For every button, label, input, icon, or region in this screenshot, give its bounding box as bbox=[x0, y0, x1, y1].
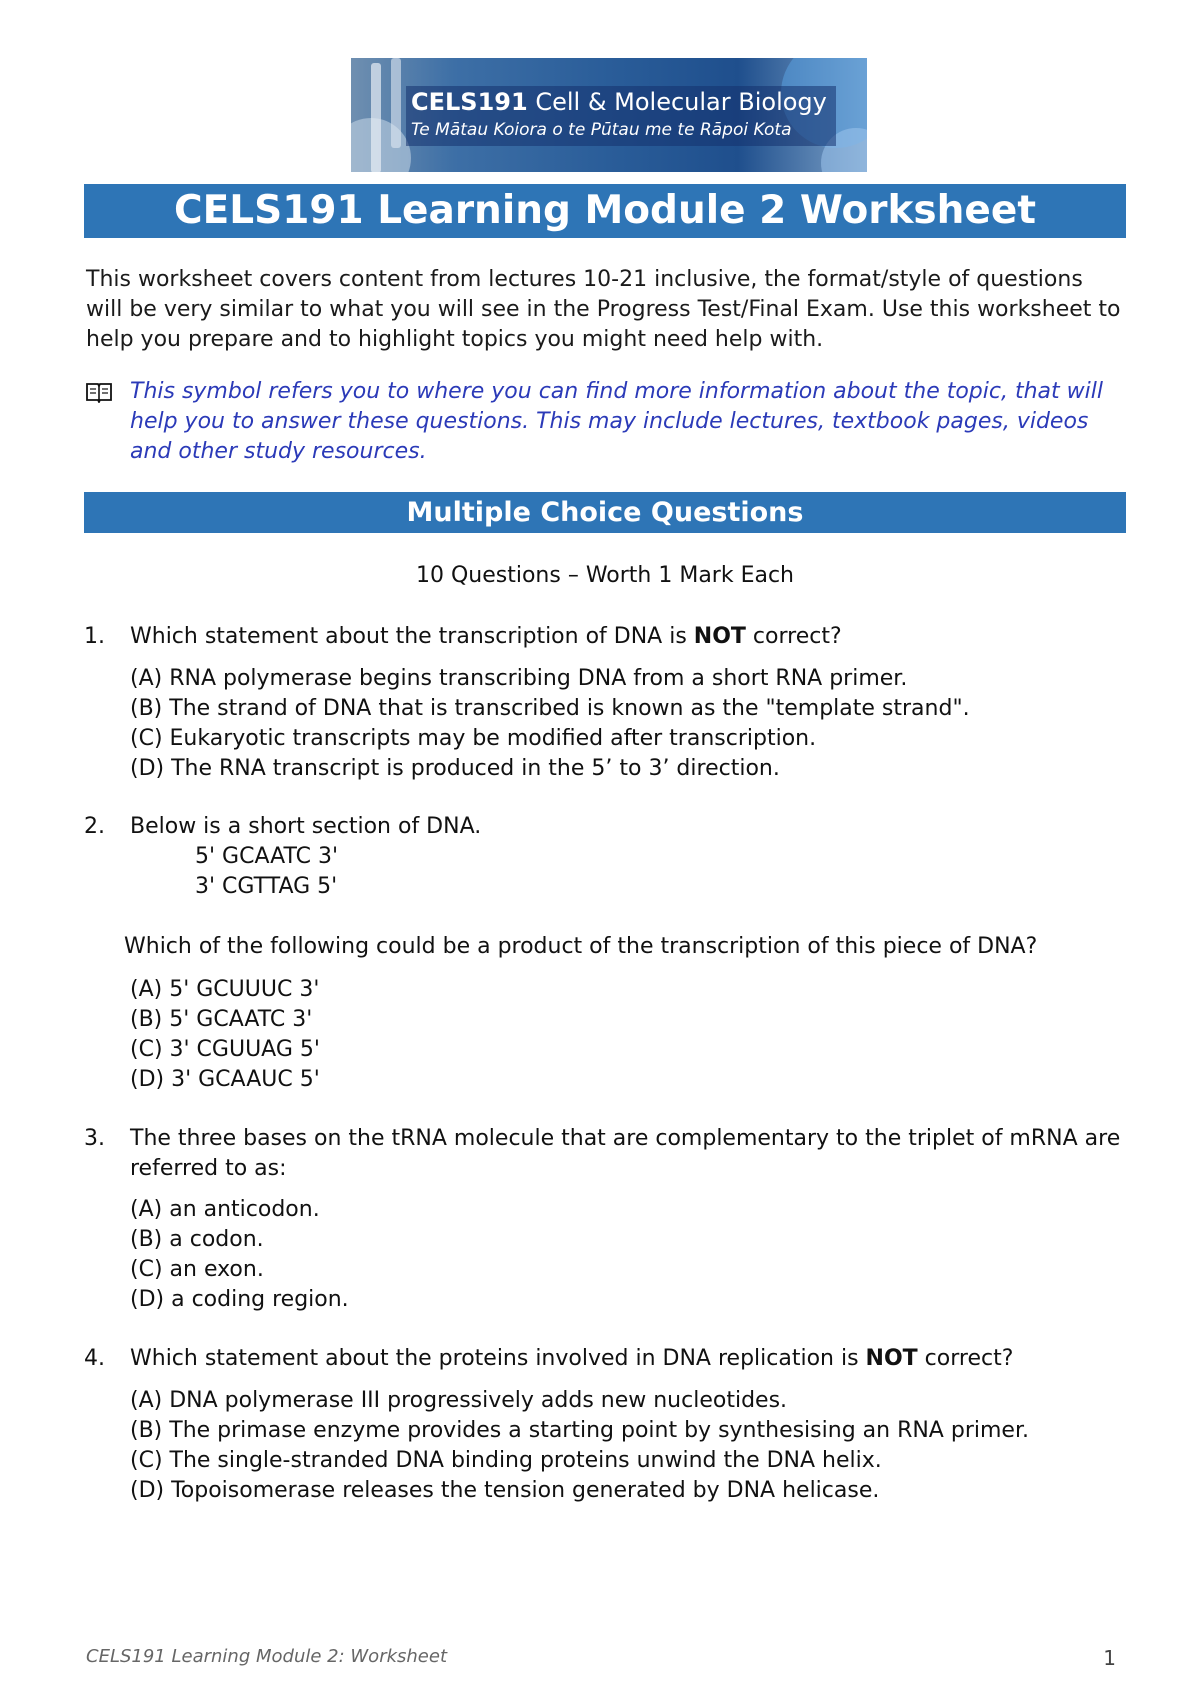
question-number: 1. bbox=[84, 624, 105, 649]
intro-paragraph: This worksheet covers content from lectures 10-21 inclusive, the format/style of questions will be very similar to what you will see in the Progress Test/Final Exam. Use this worksheet to help you prepare and to highlight topics you might need help with. bbox=[86, 267, 1121, 352]
resource-note bbox=[86, 377, 1126, 467]
question-number: 4. bbox=[84, 1346, 105, 1371]
question-number: 3. bbox=[84, 1126, 105, 1151]
question-number: 2. bbox=[84, 814, 105, 839]
question-2-options bbox=[130, 975, 320, 1095]
dna-strand-bottom: 3' CGTTAG 5' bbox=[195, 874, 338, 899]
option-c: (C) The single-stranded DNA binding proteins unwind the DNA helix. bbox=[130, 1448, 882, 1473]
course-banner bbox=[351, 58, 867, 172]
question-3-options bbox=[130, 1195, 349, 1315]
option-d: (D) a coding region. bbox=[130, 1287, 349, 1312]
question-1 bbox=[84, 622, 1126, 652]
option-c: (C) Eukaryotic transcripts may be modified after transcription. bbox=[130, 726, 817, 751]
banner-decoration bbox=[351, 118, 411, 172]
option-d: (D) Topoisomerase releases the tension generated by DNA helicase. bbox=[130, 1478, 880, 1503]
question-stem: Which statement about the transcription of DNA is NOT correct? bbox=[130, 624, 842, 649]
banner-maori-title: Te Mātau Koiora o te Pūtau me te Rāpoi Kota bbox=[411, 120, 792, 140]
question-stem: The three bases on the tRNA molecule that are complementary to the triplet of mRNA are referred to as: bbox=[130, 1126, 1121, 1181]
question-1-options bbox=[130, 664, 970, 784]
banner-decoration bbox=[391, 58, 401, 148]
question-stem: Which statement about the proteins involved in DNA replication is NOT correct? bbox=[130, 1346, 1014, 1371]
page-title: CELS191 Learning Module 2 Worksheet bbox=[84, 184, 1126, 238]
question-4-options bbox=[130, 1386, 1029, 1506]
resource-note-text: This symbol refers you to where you can find more information about the topic, that will help you to answer these questions. This may include lectures, textbook pages, videos and other study resources. bbox=[130, 379, 1103, 464]
question-3 bbox=[84, 1124, 1126, 1184]
option-b: (B) a codon. bbox=[130, 1227, 264, 1252]
section-title: Multiple Choice Questions bbox=[84, 492, 1126, 533]
banner-decoration bbox=[371, 63, 381, 172]
page-number: 1 bbox=[1103, 1646, 1116, 1670]
option-d: (D) 3' GCAAUC 5' bbox=[130, 1067, 320, 1092]
question-4 bbox=[84, 1344, 1126, 1374]
book-icon bbox=[86, 381, 112, 403]
question-2 bbox=[84, 812, 1126, 842]
dna-sequence bbox=[195, 842, 338, 902]
banner-title: CELS191 Cell & Molecular Biology bbox=[411, 88, 827, 116]
option-b: (B) The strand of DNA that is transcribed is known as the "template strand". bbox=[130, 696, 970, 721]
option-a: (A) DNA polymerase III progressively adds new nucleotides. bbox=[130, 1388, 788, 1413]
option-c: (C) 3' CGUUAG 5' bbox=[130, 1037, 320, 1062]
option-a: (A) RNA polymerase begins transcribing DNA from a short RNA primer. bbox=[130, 666, 908, 691]
option-b: (B) 5' GCAATC 3' bbox=[130, 1007, 313, 1032]
section-subtitle: 10 Questions – Worth 1 Mark Each bbox=[415, 563, 795, 588]
option-c: (C) an exon. bbox=[130, 1257, 264, 1282]
question-stem: Below is a short section of DNA. bbox=[130, 814, 482, 839]
option-a: (A) an anticodon. bbox=[130, 1197, 320, 1222]
option-a: (A) 5' GCUUUC 3' bbox=[130, 977, 320, 1002]
footer-title: CELS191 Learning Module 2: Worksheet bbox=[86, 1646, 448, 1667]
option-b: (B) The primase enzyme provides a starting point by synthesising an RNA primer. bbox=[130, 1418, 1029, 1443]
option-d: (D) The RNA transcript is produced in the 5’ to 3’ direction. bbox=[130, 756, 780, 781]
question-stem-2: Which of the following could be a product of the transcription of this piece of DNA? bbox=[124, 934, 1038, 959]
dna-strand-top: 5' GCAATC 3' bbox=[195, 844, 338, 869]
